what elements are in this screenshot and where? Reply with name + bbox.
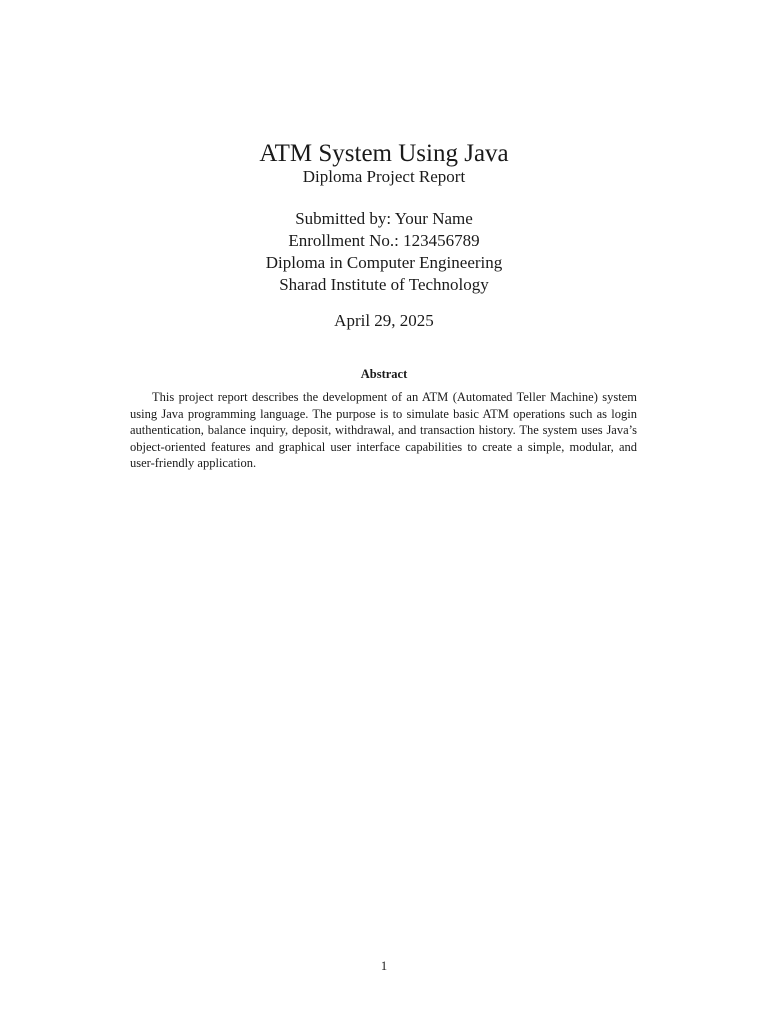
abstract-heading: Abstract [360,367,408,381]
abstract-body: This project report describes the development of an ATM (Automated Teller Machine) system using Java programming language. The purpose is to simulate basic ATM operations such as login authentication, balance inquiry, deposit, withdrawal, and transaction history. The system uses Java’s object-oriented features and graphical user interface capabilities to create a simple, modular, and user-friendly application. [130,390,637,470]
submitted-by-line: Submitted by: Your Name [295,209,473,228]
document-title: ATM System Using Java [259,140,509,167]
page-number: 1 [380,959,388,973]
document-subtitle: Diploma Project Report [302,167,466,186]
enrollment-line: Enrollment No.: 123456789 [288,231,480,250]
document-date: April 29, 2025 [334,311,434,330]
program-line: Diploma in Computer Engineering [265,253,503,272]
institute-line: Sharad Institute of Technology [279,275,489,294]
author-block [0,208,768,296]
